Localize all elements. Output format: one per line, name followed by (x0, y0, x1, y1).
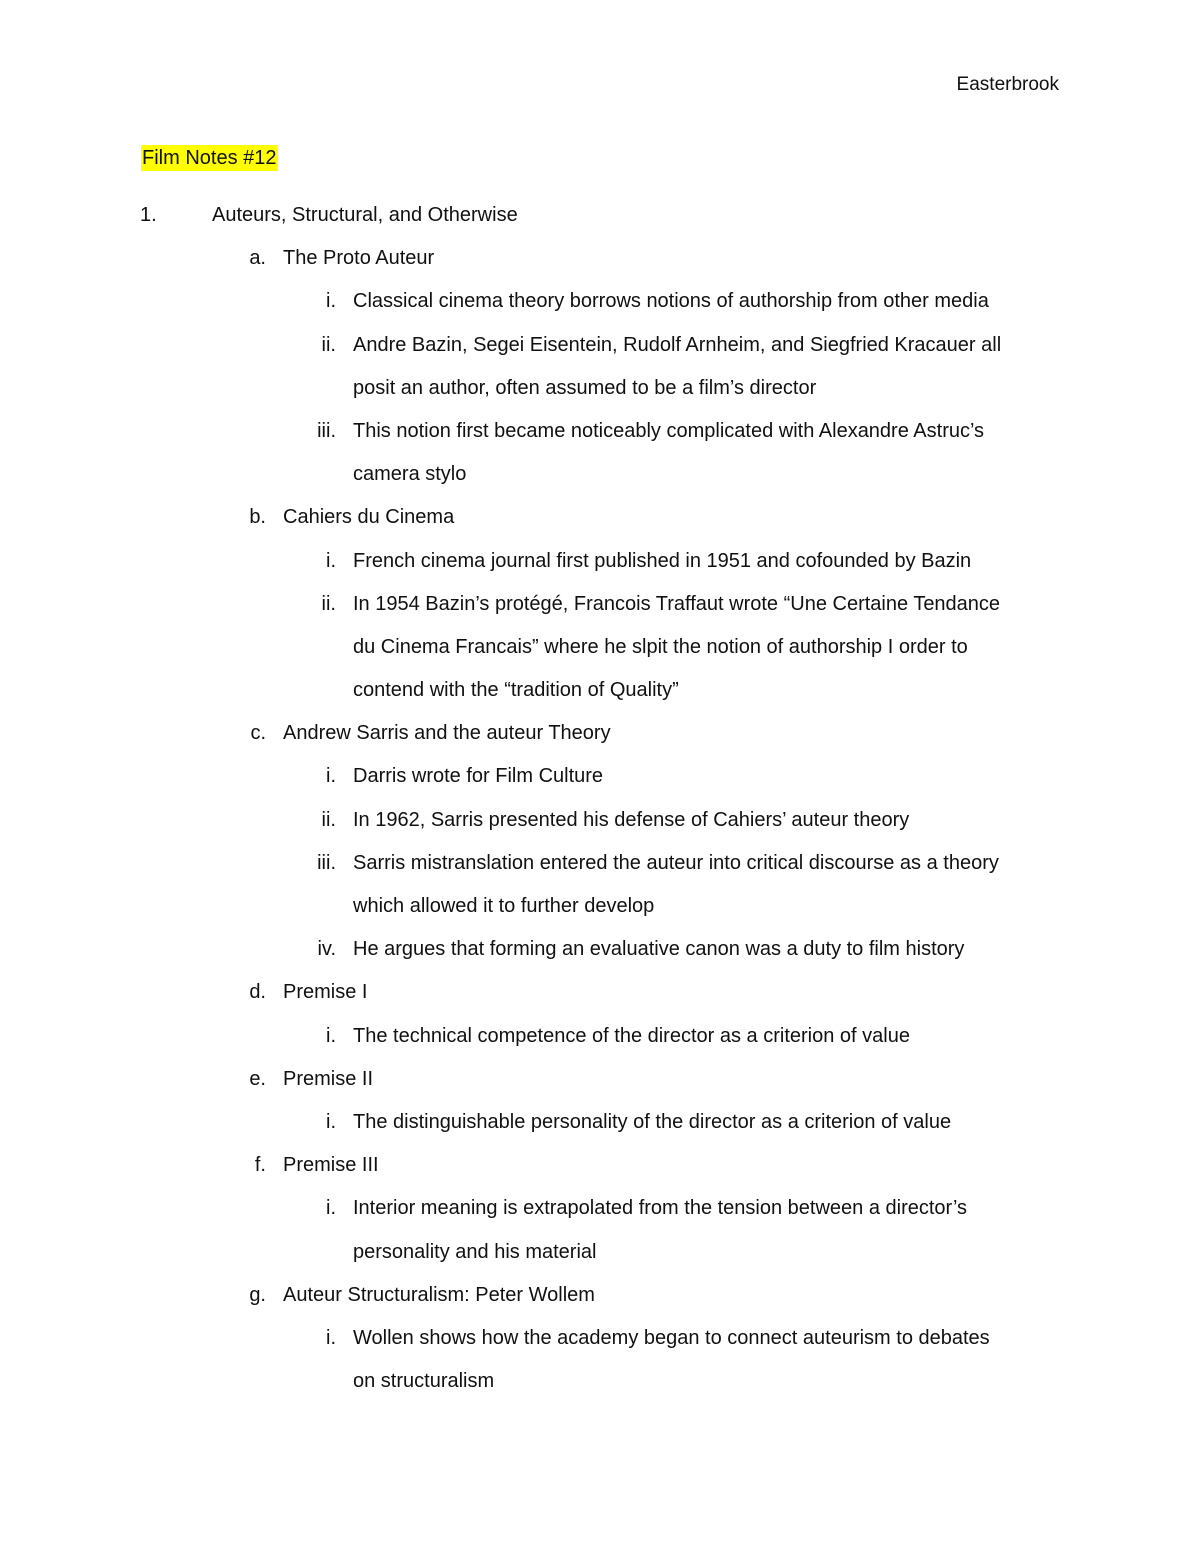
outline-item-c-iii (0, 848, 1200, 891)
outline-item-text: French cinema journal first published in 1951 and cofounded by Bazin (353, 549, 972, 572)
outline-item-c-ii (0, 805, 1200, 848)
list-marker: iv. (317, 938, 336, 961)
outline-item-continuation (0, 632, 1200, 675)
outline-item-text: Premise II (283, 1067, 374, 1090)
outline-item-text: In 1962, Sarris presented his defense of Cahiers’ auteur theory (353, 808, 910, 831)
outline-item-text: Cahiers du Cinema (283, 506, 455, 529)
outline-item-text: Interior meaning is extrapolated from the tension between a director’s (353, 1197, 968, 1220)
outline-item-text: Premise I (283, 981, 368, 1004)
outline-item-text: The distinguishable personality of the director as a criterion of value (353, 1110, 952, 1133)
outline-item-f-i (0, 1193, 1200, 1236)
outline-item-continuation (0, 459, 1200, 502)
outline-item-text: Wollen shows how the academy began to connect auteurism to debates (353, 1326, 990, 1349)
outline-item-d-i (0, 1021, 1200, 1064)
outline-item-text: contend with the “tradition of Quality” (353, 679, 679, 702)
outline-item-b (0, 502, 1200, 545)
outline-item-1 (0, 200, 1200, 243)
outline-item-text: personality and his material (353, 1240, 597, 1263)
outline-item-text: Auteur Structuralism: Peter Wollem (283, 1283, 595, 1306)
outline-item-e (0, 1064, 1200, 1107)
list-marker: i. (326, 549, 336, 572)
outline-item-text: The technical competence of the director as a criterion of value (353, 1024, 910, 1047)
outline-item-a-i (0, 286, 1200, 329)
list-marker: i. (326, 290, 336, 313)
outline-item-text: Darris wrote for Film Culture (353, 765, 604, 788)
outline-item-text: camera stylo (353, 463, 467, 486)
outline-item-text: This notion first became noticeably complicated with Alexandre Astruc’s (353, 419, 985, 442)
outline-item-text: Andrew Sarris and the auteur Theory (283, 722, 611, 745)
list-marker: iii. (317, 419, 336, 442)
outline-list (0, 200, 1200, 1409)
list-marker: a. (249, 247, 266, 270)
list-marker: ii. (321, 333, 336, 356)
list-marker: i. (326, 1110, 336, 1133)
list-marker: i. (326, 1197, 336, 1220)
outline-item-text: The Proto Auteur (283, 247, 435, 270)
outline-item-c-i (0, 761, 1200, 804)
list-marker: g. (249, 1283, 266, 1306)
outline-item-text: Sarris mistranslation entered the auteur into critical discourse as a theory (353, 851, 999, 874)
outline-item-text: In 1954 Bazin’s protégé, Francois Traffaut wrote “Une Certaine Tendance (353, 592, 1001, 615)
outline-item-f (0, 1150, 1200, 1193)
outline-item-g-i (0, 1323, 1200, 1366)
outline-item-e-i (0, 1107, 1200, 1150)
list-marker: i. (326, 1024, 336, 1047)
outline-item-continuation (0, 373, 1200, 416)
list-marker: f. (254, 1154, 266, 1177)
list-marker: i. (326, 1326, 336, 1349)
outline-item-c-iv (0, 934, 1200, 977)
outline-item-text: Auteurs, Structural, and Otherwise (212, 204, 518, 226)
list-marker: c. (250, 722, 266, 745)
outline-item-continuation (0, 1237, 1200, 1280)
outline-item-a-ii (0, 330, 1200, 373)
list-marker: b. (249, 506, 266, 529)
list-marker: iii. (317, 851, 336, 874)
outline-item-text: Premise III (283, 1154, 379, 1177)
outline-item-a (0, 243, 1200, 286)
outline-item-text: He argues that forming an evaluative canon was a duty to film history (353, 938, 965, 961)
outline-item-c (0, 718, 1200, 761)
outline-item-text: du Cinema Francais” where he slpit the notion of authorship I order to (353, 635, 968, 658)
outline-item-text: posit an author, often assumed to be a film’s director (353, 376, 817, 399)
outline-item-text: Andre Bazin, Segei Eisentein, Rudolf Arnheim, and Siegfried Kracauer all (353, 333, 1002, 356)
list-marker: ii. (321, 808, 336, 831)
list-marker: 1. (140, 204, 157, 226)
outline-item-continuation (0, 1366, 1200, 1409)
outline-item-d (0, 977, 1200, 1020)
list-marker: ii. (321, 592, 336, 615)
outline-item-text: on structuralism (353, 1370, 495, 1393)
outline-item-b-i (0, 546, 1200, 589)
header-author-name: Easterbrook (956, 74, 1059, 95)
outline-item-continuation (0, 675, 1200, 718)
outline-item-g (0, 1280, 1200, 1323)
outline-item-continuation (0, 891, 1200, 934)
outline-item-text: Classical cinema theory borrows notions of authorship from other media (353, 290, 989, 313)
document-title: Film Notes #12 (142, 147, 277, 169)
list-marker: d. (249, 981, 266, 1004)
outline-item-text: which allowed it to further develop (353, 895, 655, 917)
outline-item-a-iii (0, 416, 1200, 459)
list-marker: e. (249, 1067, 266, 1090)
outline-item-b-ii (0, 589, 1200, 632)
list-marker: i. (326, 765, 336, 788)
